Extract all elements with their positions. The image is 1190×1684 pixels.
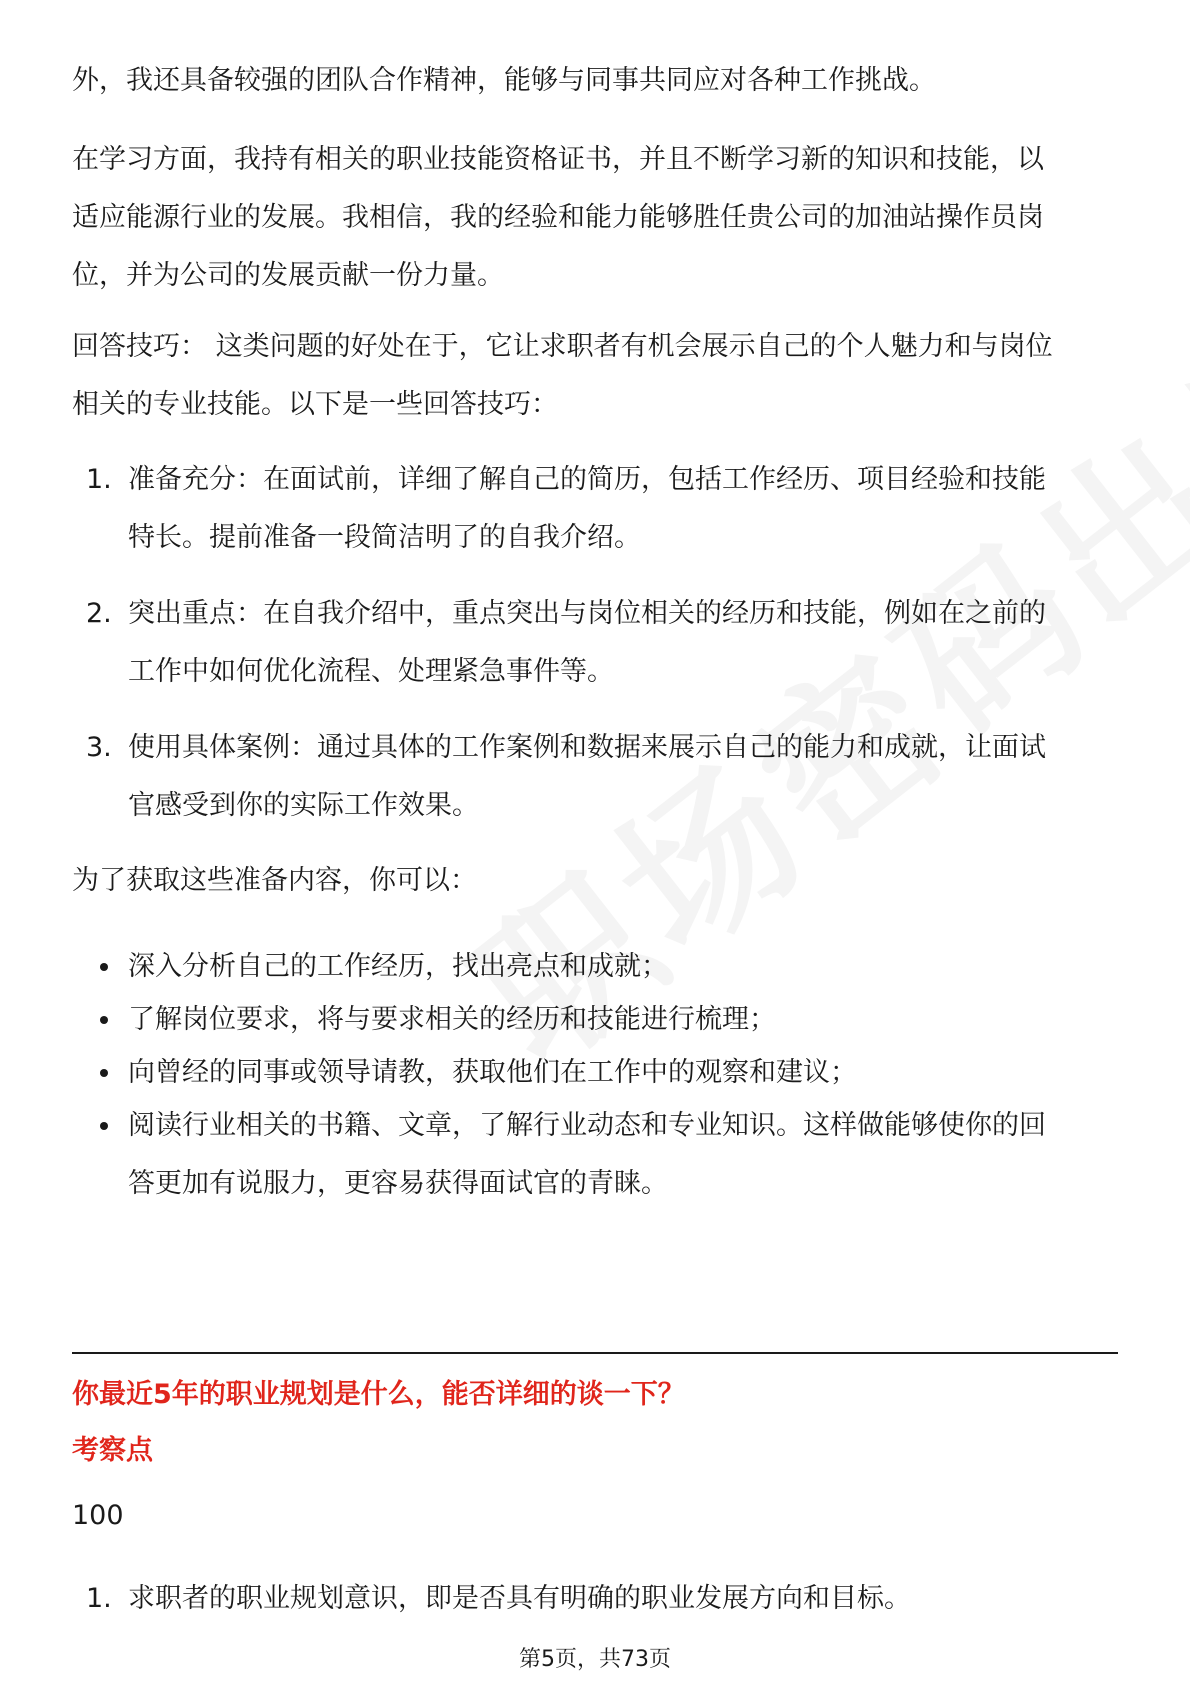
text-line: 了解岗位要求，将与要求相关的经历和技能进行梳理； <box>128 1004 776 1035</box>
text-line: 外，我还具备较强的团队合作精神，能够与同事共同应对各种工作挑战。 <box>72 65 936 96</box>
page-footer: 第5页，共73页 <box>519 1647 671 1672</box>
list-item <box>72 585 1118 701</box>
text-line: 求职者的职业规划意识，即是否具有明确的职业发展方向和目标。 <box>128 1583 911 1614</box>
list-item <box>72 451 1118 567</box>
section-label: 考察点 <box>72 1435 153 1466</box>
text-line: 官感受到你的实际工作效果。 <box>128 790 479 821</box>
text-line: 阅读行业相关的书籍、文章，了解行业动态和专业知识。这样做能够使你的回 <box>128 1110 1046 1141</box>
list-number: 2. <box>86 598 112 629</box>
list-number: 3. <box>86 732 112 763</box>
bullet-item <box>72 1097 1118 1213</box>
text-line: 工作中如何优化流程、处理紧急事件等。 <box>128 656 614 687</box>
text-line: 准备充分：在面试前，详细了解自己的简历，包括工作经历、项目经验和技能 <box>128 464 1046 495</box>
paragraph-learning <box>72 131 1118 305</box>
text-line: 回答技巧： 这类问题的好处在于，它让求职者有机会展示自己的个人魅力和与岗位 <box>72 331 1053 362</box>
bullet-dot <box>100 963 108 971</box>
list-number: 1. <box>86 464 112 495</box>
bullet-dot <box>100 1016 108 1024</box>
text-line: 位，并为公司的发展贡献一份力量。 <box>72 260 504 291</box>
list-item <box>72 719 1118 835</box>
section-divider <box>72 1352 1118 1354</box>
score-value <box>72 1487 1118 1545</box>
bullet-item <box>72 938 1118 996</box>
text-line: 使用具体案例：通过具体的工作案例和数据来展示自己的能力和成就，让面试 <box>128 732 1046 763</box>
question-title: 你最近5年的职业规划是什么，能否详细的谈一下？ <box>72 1379 685 1410</box>
text-line: 答更加有说服力，更容易获得面试官的青睐。 <box>128 1168 668 1199</box>
text-line: 相关的专业技能。以下是一些回答技巧： <box>72 389 558 420</box>
text-line: 特长。提前准备一段简洁明了的自我介绍。 <box>128 522 641 553</box>
paragraph-preparation <box>72 852 1118 910</box>
text-line: 适应能源行业的发展。我相信，我的经验和能力能够胜任贵公司的加油站操作员岗 <box>72 202 1044 233</box>
paragraph-team-spirit <box>72 52 1118 110</box>
bullet-item <box>72 1044 1118 1102</box>
list-number: 1. <box>86 1583 112 1614</box>
score-text: 100 <box>72 1500 124 1531</box>
paragraph-answer-tips <box>72 318 1118 434</box>
bullet-dot <box>100 1122 108 1130</box>
text-line: 为了获取这些准备内容，你可以： <box>72 865 477 896</box>
text-line: 深入分析自己的工作经历，找出亮点和成就； <box>128 951 668 982</box>
text-line: 突出重点：在自我介绍中，重点突出与岗位相关的经历和技能，例如在之前的 <box>128 598 1046 629</box>
text-line: 向曾经的同事或领导请教，获取他们在工作中的观察和建议； <box>128 1057 857 1088</box>
bullet-dot <box>100 1069 108 1077</box>
bullet-item <box>72 991 1118 1049</box>
text-line: 在学习方面，我持有相关的职业技能资格证书，并且不断学习新的知识和技能，以 <box>72 144 1044 175</box>
list-item <box>72 1570 1118 1628</box>
